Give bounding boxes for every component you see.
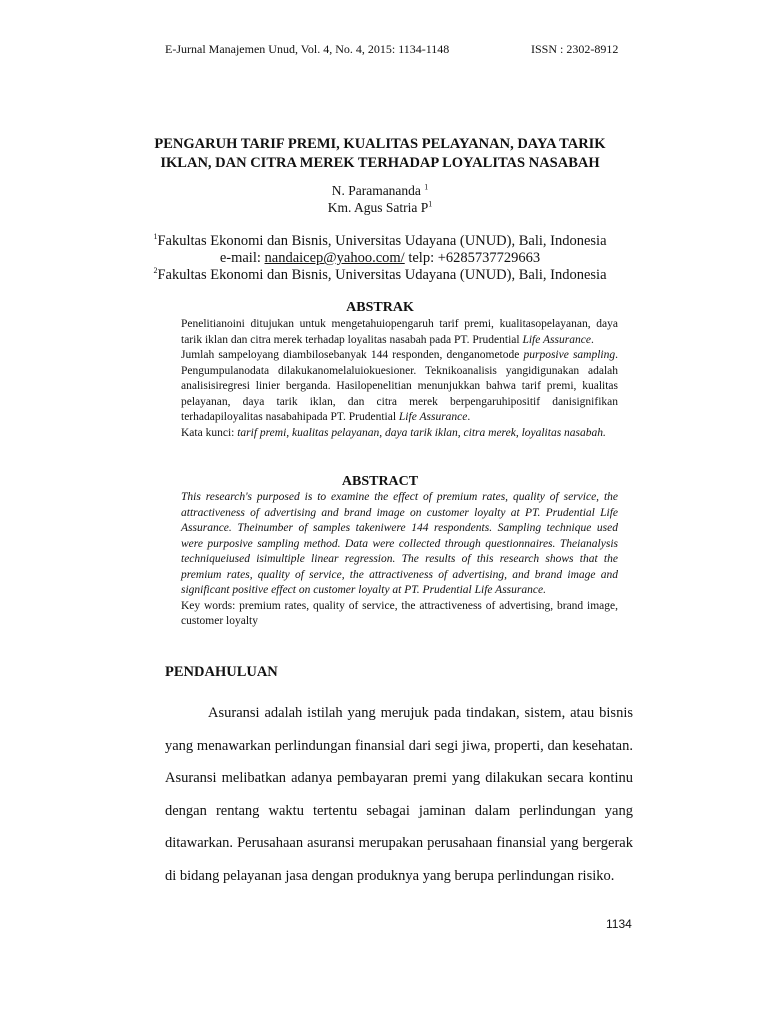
section-body bbox=[165, 697, 633, 892]
abstrak-p2-text: Jumlah sampeloyang diambilosebanyak 144 responden, denganometode bbox=[181, 349, 524, 361]
author-1 bbox=[150, 182, 610, 199]
abstrak-p1-italic: Life Assurance bbox=[522, 333, 591, 346]
kata-kunci-label: Kata kunci: bbox=[181, 426, 238, 439]
abstrak-p2-end2: . bbox=[467, 411, 471, 423]
affiliation-2 bbox=[150, 267, 610, 284]
abstrak-paragraph-2 bbox=[181, 348, 618, 426]
title-line-1: PENGARUH TARIF PREMI, KUALITAS PELAYANAN, DAYA TARIK bbox=[154, 136, 606, 152]
key-words: Key words: premium rates, quality of service, the attractiveness of advertising, brand image, customer loyalty bbox=[181, 599, 618, 627]
phone: telp: +6285737729663 bbox=[404, 250, 541, 266]
affiliation-1-sup: 1 bbox=[153, 232, 158, 242]
contact-line bbox=[150, 250, 610, 267]
abstrak-p2-italic2: Life Assurance bbox=[398, 411, 468, 423]
abstrak-p1-end: . bbox=[590, 333, 594, 346]
author-2 bbox=[150, 199, 610, 216]
affiliation-1-text: Fakultas Ekonomi dan Bisnis, Universitas Udayana (UNUD), Bali, Indonesia bbox=[157, 233, 607, 249]
page-number: 1134 bbox=[606, 917, 632, 931]
abstrak-body bbox=[181, 317, 618, 441]
issn-header: ISSN : 2302-8912 bbox=[531, 42, 619, 56]
abstrak-p1-text: Penelitianoini ditujukan untuk mengetahuiopengaruh tarif premi, kualitasopelayanan, daya tarik iklan dan citra merek terhadap loyalitas nasabah pada PT. Prudential bbox=[181, 318, 618, 346]
abstract-body bbox=[181, 490, 618, 630]
abstrak-paragraph-1 bbox=[181, 317, 618, 348]
abstract-paragraph: This research's purposed is to examine the effect of premium rates, quality of service, the attractiveness of advertising and brand image on customer loyalty at PT. Prudential Life Assurance. Theinumber of samples takeniwere 144 respondents. Sampling technique used were purposive sampling method. Data were collected through questionnaires. Theianalysis techniqueiused isimultiple linear regression. The results of this research shows that the premium rates, quality of service, the attractiveness of advertising, and brand image and significant positive effect on customer loyalty at PT. Prudential Life Assurance. bbox=[181, 491, 618, 596]
abstract-heading: ABSTRACT bbox=[341, 474, 419, 489]
kata-kunci-text: tarif premi, kualitas pelayanan, daya tarik iklan, citra merek, loyalitas nasabah. bbox=[237, 426, 606, 439]
affiliation-2-text: Fakultas Ekonomi dan Bisnis, Universitas Udayana (UNUD), Bali, Indonesia bbox=[157, 267, 607, 283]
email-link[interactable]: nandaicep@yahoo.com/ bbox=[264, 250, 405, 266]
section-heading: PENDAHULUAN bbox=[165, 664, 278, 680]
journal-header: E-Jurnal Manajemen Unud, Vol. 4, No. 4, 2015: 1134-1148 bbox=[165, 42, 450, 56]
intro-paragraph: Asuransi adalah istilah yang merujuk pada tindakan, sistem, atau bisnis yang menawarkan perlindungan finansial dari segi jiwa, properti, dan kesehatan. Asuransi melibatkan adanya pembayaran premi yang dilakukan secara kontinu dengan rentang waktu tertentu sebagai jaminan dalam perlindungan yang ditawarkan. Perusahaan asuransi merupakan perusahaan finansial yang bergerak di bidang pelayanan jasa dengan produknya yang berupa perlindungan risiko. bbox=[165, 705, 633, 884]
author-1-name: N. Paramananda bbox=[331, 183, 425, 198]
author-2-name: Km. Agus Satria P bbox=[327, 200, 429, 215]
affiliation-1 bbox=[150, 233, 610, 250]
abstrak-p2-italic: purposive sampling bbox=[523, 349, 616, 361]
email-prefix: e-mail: bbox=[219, 250, 265, 266]
author-2-sup: 1 bbox=[428, 199, 433, 209]
abstrak-p2-end: . Pengumpulanodata dilakukanomelaluiokuesioner. Teknikoanalisis yangidigunakan adalah analisisiregresi linier berganda. Hasilopenelitian menunjukkan bahwa tarif premi, kualitas pelayanan, daya tarik iklan, dan citra merek berpengaruhipositif danisignifikan terhadapiloyalitas nasabahipada PT. Prudential bbox=[181, 349, 618, 423]
title-line-2: IKLAN, DAN CITRA MEREK TERHADAP LOYALITAS NASABAH bbox=[160, 155, 600, 171]
abstrak-heading: ABSTRAK bbox=[346, 300, 414, 315]
kata-kunci bbox=[181, 426, 618, 442]
paper-title bbox=[150, 135, 610, 173]
affiliation-2-sup: 2 bbox=[153, 266, 158, 276]
author-1-sup: 1 bbox=[424, 182, 429, 192]
